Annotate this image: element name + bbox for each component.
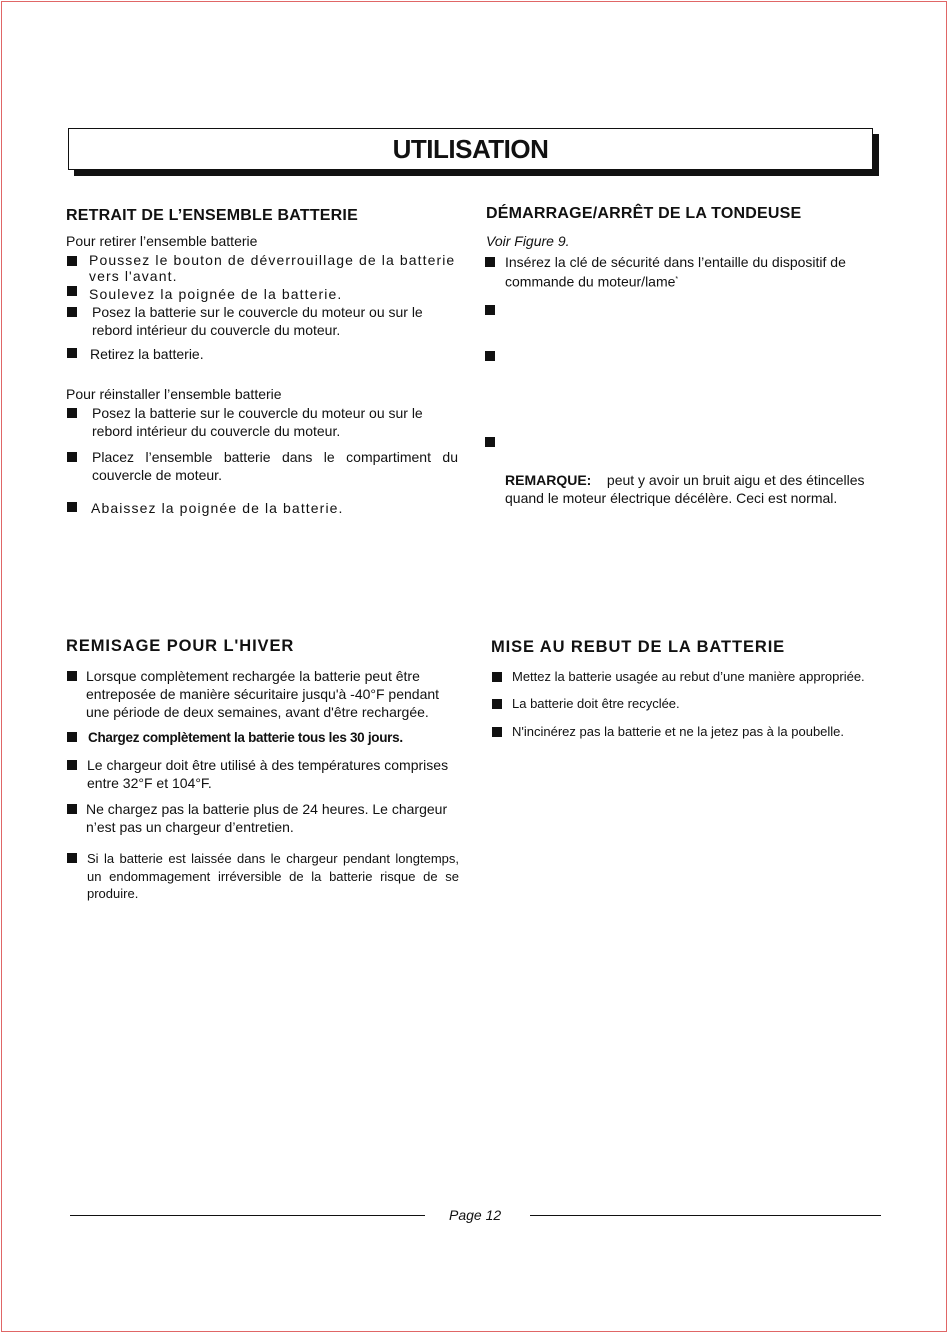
bullet-icon	[67, 286, 77, 296]
bullet-icon	[67, 760, 77, 770]
bullet-icon	[67, 732, 77, 742]
list-item: La batterie doit être recyclée.	[512, 696, 680, 711]
page-title: UTILISATION	[392, 133, 549, 164]
list-item: Le chargeur doit être utilisé à des températures comprises entre 32°F et 104°F.	[87, 757, 449, 791]
list-item: Mettez la batterie usagée au rebut d’une manière appropriée.	[512, 669, 865, 684]
bullet-icon	[67, 348, 77, 358]
demarrage-heading: DÉMARRAGE/ARRÊT DE LA TONDEUSE	[486, 205, 802, 222]
bullet-icon	[67, 307, 77, 317]
list-item: N'incinérez pas la batterie et ne la jetez pas à la poubelle.	[512, 724, 845, 739]
remove-intro: Pour retirer l’ensemble batterie	[66, 233, 258, 249]
list-item: Chargez complètement la batterie tous les 30 jours.	[88, 730, 403, 745]
bullet-icon	[67, 502, 77, 512]
bullet-icon	[67, 452, 77, 462]
note-label: REMARQUE:	[505, 472, 592, 488]
bullet-icon	[67, 671, 77, 681]
bullet-icon	[67, 408, 77, 418]
rebut-heading: MISE AU REBUT DE LA BATTERIE	[491, 638, 786, 656]
footer-rule-left	[70, 1215, 425, 1216]
remisage-heading: REMISAGE POUR L'HIVER	[66, 637, 295, 655]
bullet-icon	[485, 351, 495, 361]
bullet-icon	[67, 256, 77, 266]
title-box	[68, 128, 873, 170]
reinstall-intro: Pour réinstaller l’ensemble batterie	[66, 386, 282, 402]
footnote-mark: *	[675, 276, 679, 283]
list-item: Posez la batterie sur le couvercle du moteur ou sur le rebord intérieur du couvercle du moteur.	[92, 304, 423, 338]
list-item: Poussez le bouton de déverrouillage de la batterie vers l'avant.	[89, 252, 456, 284]
list-item: Retirez la batterie.	[90, 346, 204, 362]
list-item: Posez la batterie sur le couvercle du moteur ou sur le rebord intérieur du couvercle du moteur.	[92, 405, 423, 439]
bullet-icon	[67, 804, 77, 814]
bullet-icon	[485, 305, 495, 315]
list-item: Si la batterie est laissée dans le chargeur pendant longtemps, un endommagement irréversible de la batterie risque de se produire.	[87, 851, 459, 901]
list-item: Placez l’ensemble batterie dans le compartiment du couvercle de moteur.	[92, 449, 458, 483]
bullet-icon	[67, 853, 77, 863]
page-number: Page 12	[449, 1207, 502, 1223]
note	[505, 471, 885, 507]
footer-rule-right	[530, 1215, 881, 1216]
retrait-heading: RETRAIT DE L’ENSEMBLE BATTERIE	[66, 207, 358, 224]
bullet-icon	[485, 257, 495, 267]
bullet-icon	[492, 699, 502, 709]
list-item: Soulevez la poignée de la batterie.	[89, 286, 343, 302]
list-item: Lorsque complètement rechargée la batterie peut être entreposée de manière sécuritaire jusqu'à -40°F pendant une période de deux semaines, avant d'être rechargée.	[86, 668, 440, 720]
bullet-icon	[492, 727, 502, 737]
figure-reference: Voir Figure 9.	[486, 233, 570, 249]
list-item: Ne chargez pas la batterie plus de 24 heures. Le chargeur n’est pas un chargeur d’entretien.	[86, 801, 448, 835]
list-item: Insérez la clé de sécurité dans l’entaille du dispositif de commande du moteur/lame	[505, 254, 846, 290]
bullet-icon	[485, 437, 495, 447]
list-item: Abaissez la poignée de la batterie.	[91, 500, 344, 516]
note-text: peut y avoir un bruit aigu et des étincelles quand le moteur électrique décélère. Ceci est normal.	[505, 472, 865, 506]
bullet-icon	[492, 672, 502, 682]
